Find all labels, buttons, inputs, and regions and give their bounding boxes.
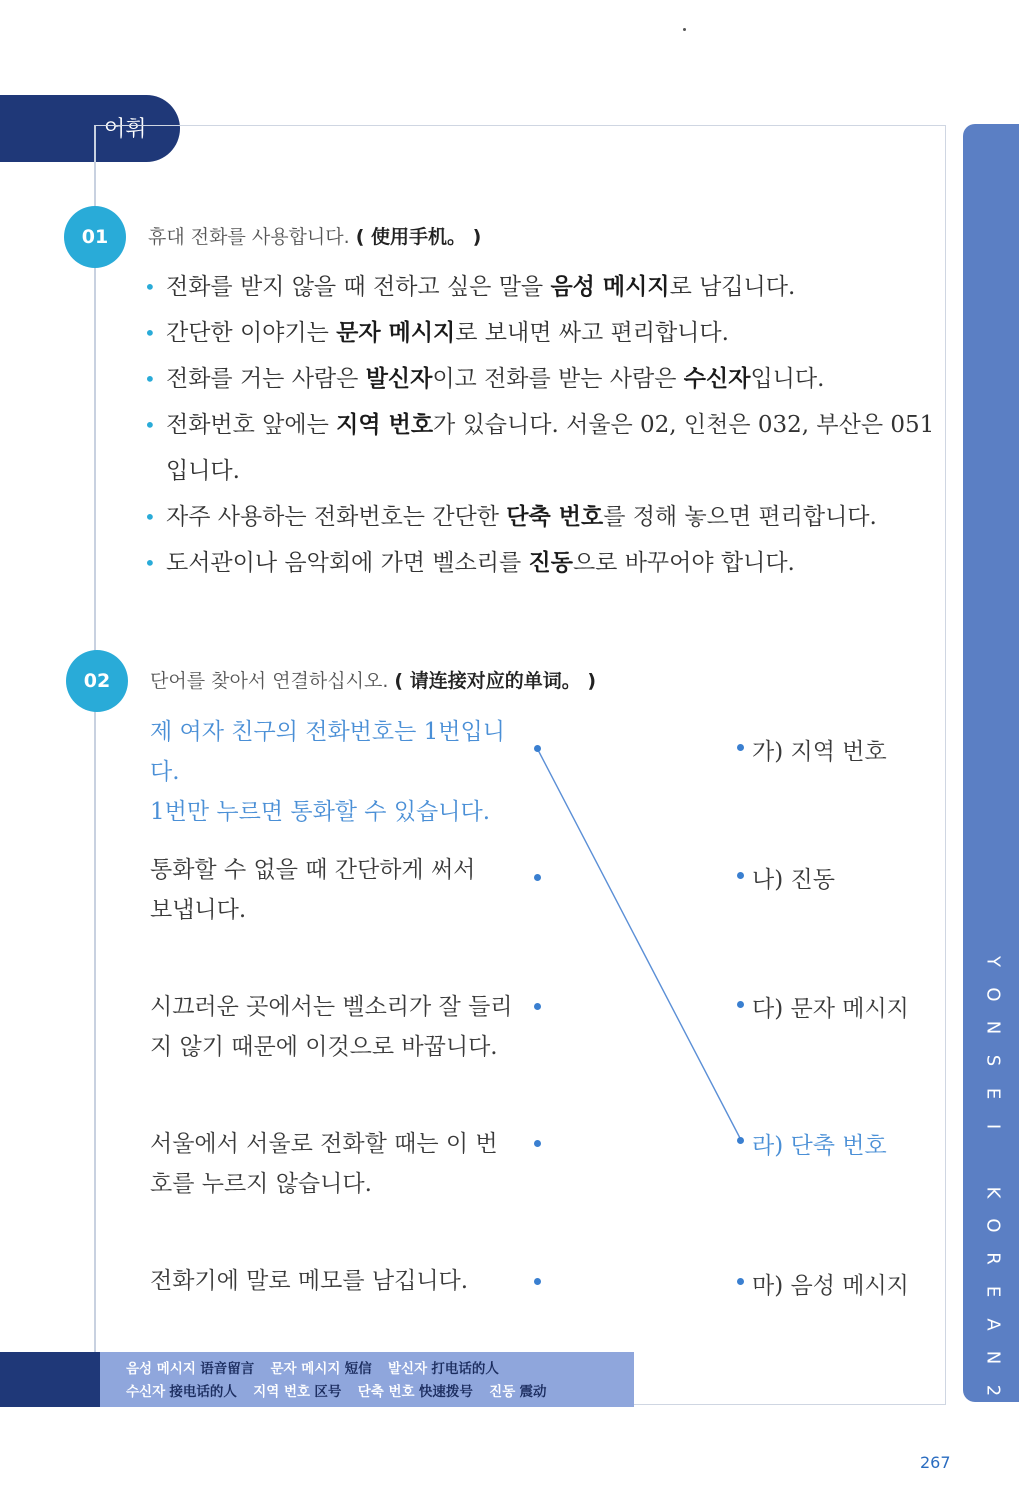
section-number-01: 01 bbox=[64, 206, 126, 268]
list-item: • 전화를 받지 않을 때 전하고 싶은 말을 음성 메시지로 남깁니다. bbox=[142, 264, 942, 310]
match-right-dot[interactable] bbox=[737, 872, 744, 879]
match-right-dot[interactable] bbox=[737, 744, 744, 751]
list-item: • 전화를 거는 사람은 발신자이고 전화를 받는 사람은 수신자입니다. bbox=[142, 356, 942, 402]
section1-instruction-ko: 휴대 전화를 사용합니다. bbox=[148, 226, 350, 248]
match-right-item: 나) 진동 bbox=[752, 867, 835, 893]
side-letter: O bbox=[982, 1218, 1004, 1233]
side-letter: O bbox=[982, 987, 1004, 1002]
match-left-item bbox=[150, 1124, 522, 1204]
match-left-line: 시끄러운 곳에서는 벨소리가 잘 들리 bbox=[150, 994, 513, 1020]
match-left-line: 보냅니다. bbox=[150, 897, 247, 923]
match-right-dot[interactable] bbox=[737, 1137, 744, 1144]
match-right-dot[interactable] bbox=[737, 1278, 744, 1285]
section2-instruction-ko: 단어를 찾아서 연결하십시오. bbox=[150, 670, 389, 692]
section-tab-label: 어휘 bbox=[104, 117, 147, 142]
side-letter: 2 bbox=[982, 1384, 1004, 1397]
match-left-dot[interactable] bbox=[534, 1278, 541, 1285]
side-letter: A bbox=[982, 1318, 1004, 1331]
page-number: 267 bbox=[920, 1453, 951, 1472]
match-right-item: 가) 지역 번호 bbox=[752, 739, 887, 765]
match-left-example bbox=[150, 712, 522, 832]
side-letter: N bbox=[982, 1350, 1004, 1365]
side-letter: K bbox=[982, 1186, 1004, 1199]
section-number-02: 02 bbox=[66, 650, 128, 712]
side-letter: E bbox=[982, 1087, 1004, 1100]
list-item: • 자주 사용하는 전화번호는 간단한 단축 번호를 정해 놓으면 편리합니다. bbox=[142, 494, 942, 540]
connector-line bbox=[537, 748, 741, 1140]
list-item: • 도서관이나 음악회에 가면 벨소리를 진동으로 바꾸어야 합니다. bbox=[142, 540, 942, 586]
match-left-item bbox=[150, 850, 522, 930]
side-letter: S bbox=[982, 1054, 1004, 1067]
side-letter: R bbox=[982, 1252, 1004, 1265]
match-left-line: 전화기에 말로 메모를 남깁니다. bbox=[150, 1268, 469, 1294]
match-left-line: 제 여자 친구의 전화번호는 1번입니다. bbox=[150, 719, 505, 785]
list-item: • 전화번호 앞에는 지역 번호가 있습니다. 서울은 02, 인천은 032, 부산은 051입니다. bbox=[142, 402, 942, 494]
match-left-line: 1번만 누르면 통화할 수 있습니다. bbox=[150, 799, 491, 825]
match-left-line: 통화할 수 없을 때 간단하게 써서 bbox=[150, 857, 476, 883]
match-left-item bbox=[150, 1261, 522, 1301]
match-right-item: 다) 문자 메시지 bbox=[752, 996, 909, 1022]
side-letter: I bbox=[982, 1123, 1004, 1130]
match-left-line: 호를 누르지 않습니다. bbox=[150, 1171, 372, 1197]
section1-instruction-cn: ( 使用手机。 ) bbox=[355, 226, 482, 248]
match-right-dot[interactable] bbox=[737, 1001, 744, 1008]
match-right-item-example: 라) 단축 번호 bbox=[752, 1133, 887, 1159]
side-letter: E bbox=[982, 1285, 1004, 1298]
match-left-dot[interactable] bbox=[534, 1003, 541, 1010]
glossary-row-2: 수신자 接电话的人 지역 번호 区号 단축 번호 快速拨号 진동 震动 bbox=[126, 1384, 547, 1400]
match-left-dot[interactable] bbox=[534, 745, 541, 752]
match-left-line: 서울에서 서울로 전화할 때는 이 번 bbox=[150, 1131, 498, 1157]
match-left-dot[interactable] bbox=[534, 1140, 541, 1147]
section2-instruction-cn: ( 请连接对应的单词。 ) bbox=[394, 670, 597, 692]
side-letter: N bbox=[982, 1020, 1004, 1035]
list-item: • 간단한 이야기는 문자 메시지로 보내면 싸고 편리합니다. bbox=[142, 310, 942, 356]
match-right-item: 마) 음성 메시지 bbox=[752, 1273, 909, 1299]
match-left-item bbox=[150, 987, 522, 1067]
side-letter: Y bbox=[982, 956, 1004, 967]
match-left-line: 지 않기 때문에 이것으로 바꿉니다. bbox=[150, 1034, 498, 1060]
match-left-dot[interactable] bbox=[534, 874, 541, 881]
glossary-row-1: 음성 메시지 语音留言 문자 메시지 短信 발신자 打电话的人 bbox=[126, 1361, 499, 1377]
